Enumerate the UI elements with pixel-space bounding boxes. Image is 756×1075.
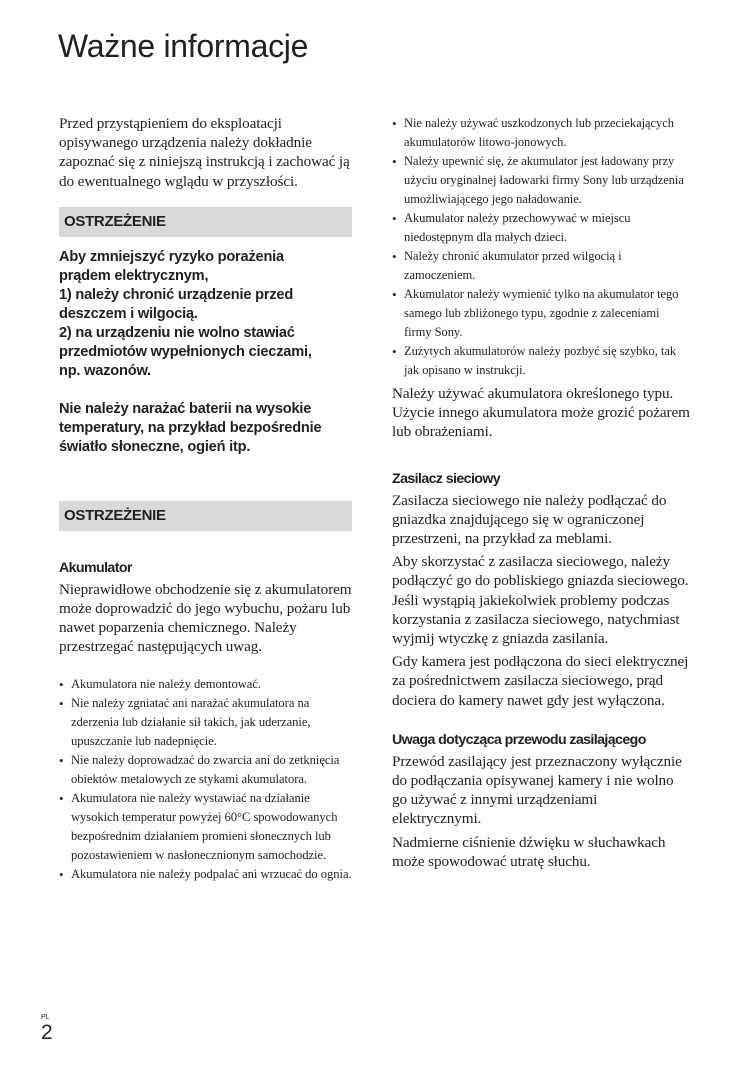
list-item: • Nie należy używać uszkodzonych lub przeciekających akumulatorów litowo-jonowych.	[392, 114, 690, 152]
language-code: PL	[41, 1014, 50, 1021]
warning-banner-1	[59, 207, 352, 237]
adapter-paragraph-3: Gdy kamera jest podłączona do sieci elektrycznej za pośrednictwem zasilacza sieciowego, prąd dociera do kamery nawet gdy jest wyłączona.	[392, 653, 689, 709]
power-cord-heading: Uwaga dotycząca przewodu zasilającego	[392, 731, 646, 748]
adapter-paragraph-2: Aby skorzystać z zasilacza sieciowego, należy podłączyć go do pobliskiego gniazda sieciowego. Jeśli wystąpią jakiekolwiek problemy podczas korzystania z zasilacza sieciowego, natychmiast wyjmij wtyczkę z gniazda zasilania.	[392, 553, 689, 648]
list-item: • Akumulatora nie należy wystawiać na działanie wysokich temperatur powyżej 60°C spowodowanych bezpośrednim działaniem promieni słonecznych lub pozostawieniem w nasłonecznionym samochodzie.	[59, 789, 352, 865]
hearing-warning-paragraph: Nadmierne ciśnienie dźwięku w słuchawkach może spowodować utratę słuchu.	[392, 833, 666, 870]
list-item: • Akumulator należy przechowywać w miejscu niedostępnym dla małych dzieci.	[392, 209, 690, 247]
left-column	[59, 114, 352, 884]
list-item: • Akumulatora nie należy podpalać ani wrzucać do ognia.	[59, 865, 352, 884]
warning-label-1: OSTRZEŻENIE	[64, 212, 166, 230]
akumulator-paragraph: Nieprawidłowe obchodzenie się z akumulatorem może doprowadzić do jego wybuchu, pożaru lub nawet poparzenia chemicznego. Należy przestrzegać następujących uwag.	[59, 580, 352, 656]
warning-banner-2	[59, 501, 352, 531]
shock-warning-text	[59, 248, 352, 381]
adapter-paragraph-1: Zasilacza sieciowego nie należy podłączać do gniazdka znajdującego się w ograniczonej przestrzeni, na przykład za meblami.	[392, 491, 667, 548]
intro-paragraph: Przed przystąpieniem do eksploatacji opisywanego urządzenia należy dokładnie zapoznać się z niniejszą instrukcją i zachować ją do ewentualnego wglądu w przyszłości.	[59, 115, 350, 190]
power-cord-paragraph: Przewód zasilający jest przeznaczony wyłącznie do podłączania opisywanej kamery i nie wolno go używać z innymi urządzeniami elektrycznymi.	[392, 752, 682, 828]
battery-type-note: Należy używać akumulatora określonego typu. Użycie innego akumulatora może grozić pożarem lub obrażeniami.	[392, 385, 690, 441]
battery-safety-list	[59, 675, 352, 884]
adapter-heading: Zasilacz sieciowy	[392, 470, 501, 487]
akumulator-heading: Akumulator	[59, 559, 132, 576]
battery-handling-list	[392, 114, 690, 380]
shock-warning-line: prądem elektrycznym,	[59, 267, 209, 284]
battery-heat-line: Nie należy narażać baterii na wysokie	[59, 400, 312, 417]
page-title: Ważne informacje	[58, 28, 309, 64]
shock-warning-line: 1) należy chronić urządzenie przed	[59, 286, 294, 303]
battery-heat-warning-text	[59, 400, 352, 457]
shock-warning-line: deszczem i wilgocią.	[59, 305, 198, 322]
list-item: • Akumulator należy wymienić tylko na akumulator tego samego lub zbliżonego typu, zgodnie z zaleceniami firmy Sony.	[392, 285, 690, 342]
battery-heat-line: temperatury, na przykład bezpośrednie	[59, 419, 322, 436]
warning-label-2: OSTRZEŻENIE	[64, 506, 166, 524]
list-item: • Należy chronić akumulator przed wilgocią i zamoczeniem.	[392, 247, 690, 285]
list-item: • Nie należy zgniatać ani narażać akumulatora na zderzenia lub działanie sił takich, jak uderzanie, upuszczanie lub nadepnięcie.	[59, 694, 352, 751]
shock-warning-line: 2) na urządzeniu nie wolno stawiać	[59, 324, 295, 341]
list-item: • Zużytych akumulatorów należy pozbyć się szybko, tak jak opisano w instrukcji.	[392, 342, 690, 380]
battery-heat-line: światło słoneczne, ogień itp.	[59, 438, 251, 455]
list-item: • Akumulatora nie należy demontować.	[59, 675, 352, 694]
shock-warning-line: przedmiotów wypełnionych cieczami,	[59, 343, 312, 360]
shock-warning-line: Aby zmniejszyć ryzyko porażenia	[59, 248, 284, 265]
page-number-block	[41, 1014, 53, 1044]
page-number: 2	[41, 1021, 53, 1044]
right-column	[392, 114, 690, 871]
list-item: • Nie należy doprowadzać do zwarcia ani do zetknięcia obiektów metalowych ze stykami akumulatora.	[59, 751, 352, 789]
shock-warning-line: np. wazonów.	[59, 362, 151, 379]
list-item: • Należy upewnić się, że akumulator jest ładowany przy użyciu oryginalnej ładowarki firmy Sony lub urządzenia umożliwiającego jego naładowanie.	[392, 152, 690, 209]
